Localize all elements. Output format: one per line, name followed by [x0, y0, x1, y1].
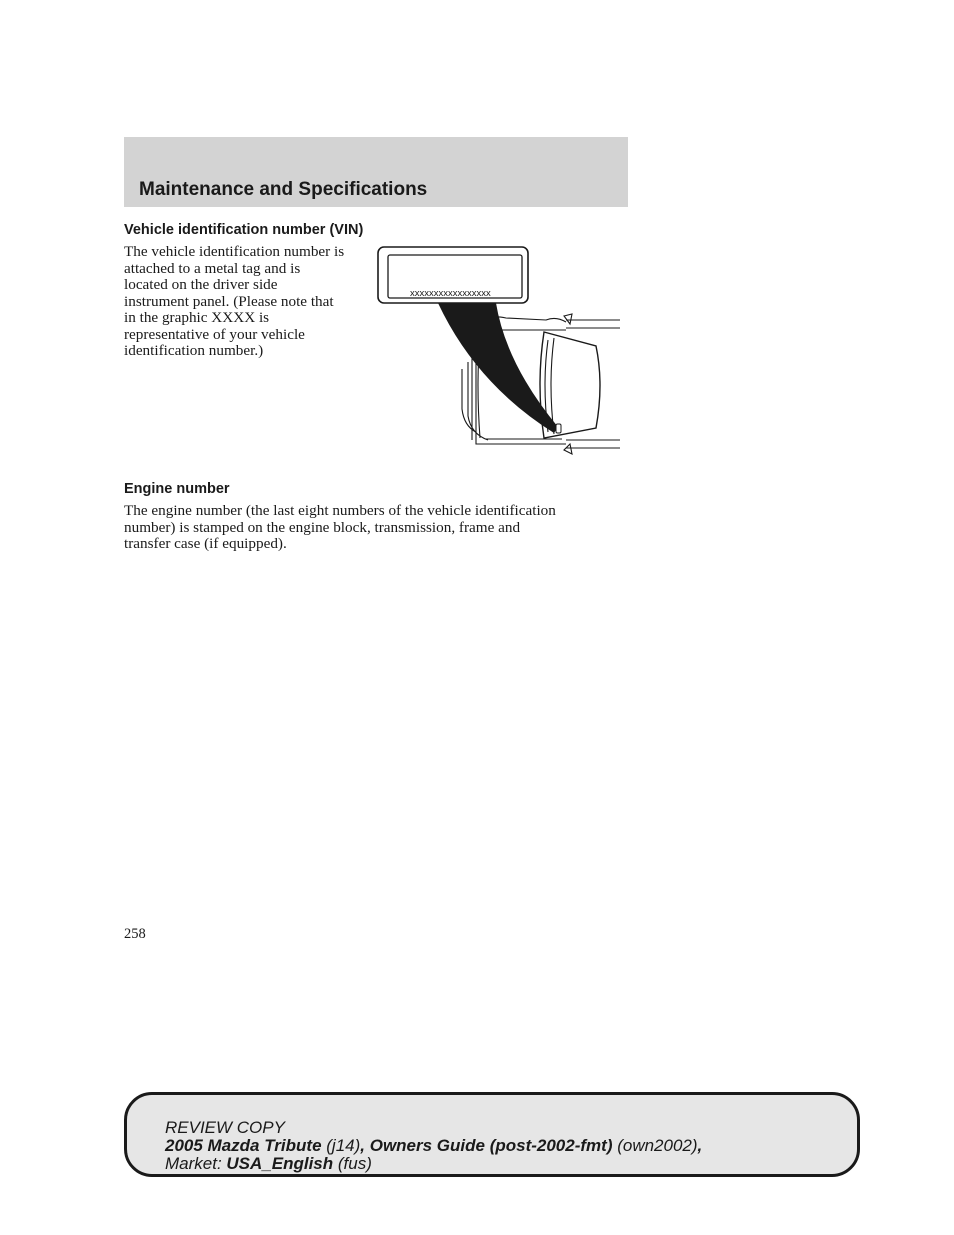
vin-paragraph: [124, 244, 344, 360]
vin-line: representative of your vehicle: [124, 325, 305, 343]
engine-line: number) is stamped on the engine block, transmission, frame and: [124, 518, 521, 536]
vin-line: located on the driver side: [124, 276, 278, 293]
review-copy-text: [165, 1119, 702, 1173]
review-market-code: (fus): [333, 1154, 372, 1173]
review-model: 2005 Mazda Tribute: [165, 1136, 322, 1155]
section-title: Maintenance and Specifications: [139, 179, 428, 200]
review-separator: ,: [360, 1136, 370, 1155]
vin-line: identification number.): [124, 342, 264, 359]
vin-line: attached to a metal tag and is: [124, 259, 301, 277]
review-guide-code: (own2002): [612, 1136, 698, 1155]
section-header-band: [124, 137, 628, 207]
review-market-label: Market:: [165, 1154, 227, 1173]
vin-line: in the graphic XXXX is: [124, 309, 270, 326]
review-separator: ,: [697, 1136, 703, 1155]
vin-line: instrument panel. (Please note that: [124, 292, 334, 310]
review-copy-label: REVIEW COPY: [165, 1118, 285, 1137]
review-guide: Owners Guide (post-2002-fmt): [369, 1136, 613, 1155]
review-copy-banner: [124, 1092, 860, 1177]
vin-location-illustration: [376, 244, 620, 462]
page-number: 258: [124, 926, 146, 942]
engine-paragraph: [124, 503, 556, 553]
engine-line: The engine number (the last eight numbers of the vehicle identification: [124, 502, 556, 519]
engine-number-heading: Engine number: [124, 481, 230, 497]
review-model-code: (j14): [321, 1136, 361, 1155]
review-market: USA_English: [226, 1154, 334, 1173]
vin-tag-label: xxxxxxxxxxxxxxxxx: [410, 288, 491, 299]
engine-line: transfer case (if equipped).: [124, 535, 287, 552]
vin-line: The vehicle identification number is: [124, 243, 345, 260]
vin-heading: Vehicle identification number (VIN): [124, 222, 364, 238]
